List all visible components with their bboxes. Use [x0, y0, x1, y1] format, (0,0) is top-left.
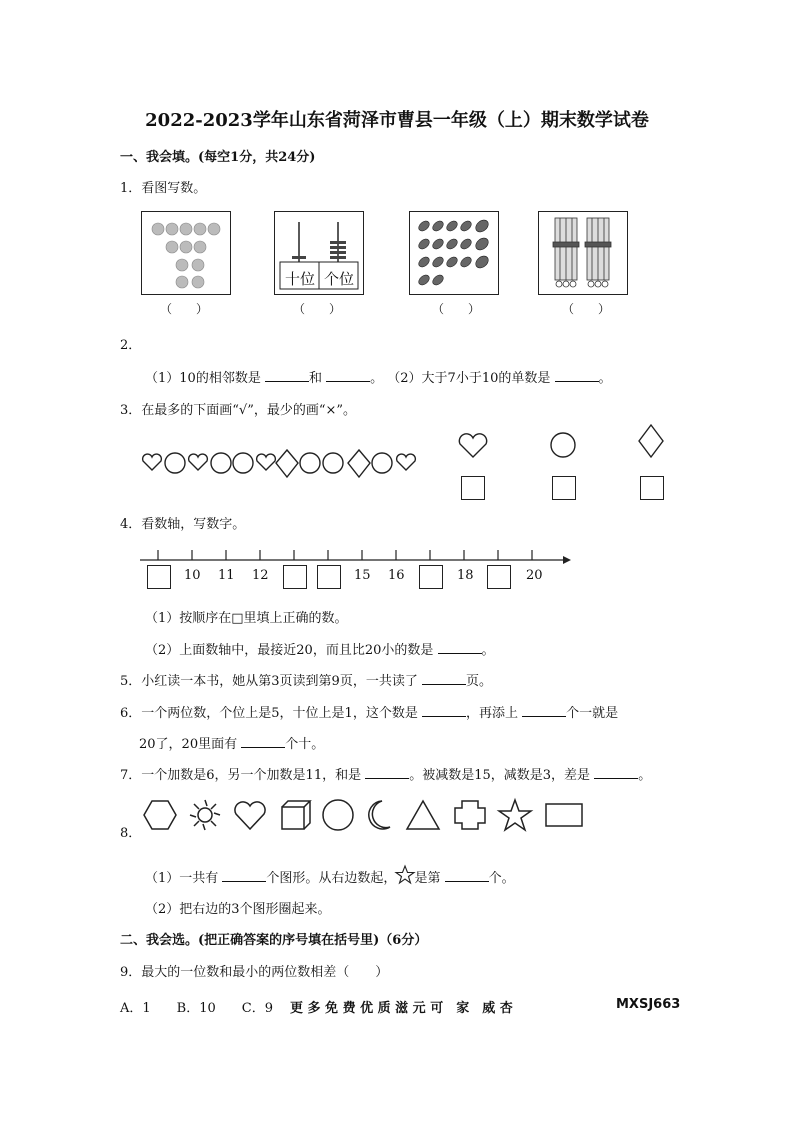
q4-blank[interactable] — [438, 642, 482, 654]
circle-icon — [323, 453, 343, 473]
footer-code: MXSJ663 — [616, 997, 681, 1012]
cube-icon — [282, 801, 310, 829]
q5-blank[interactable] — [422, 673, 466, 685]
q5-end: 页。 — [465, 674, 492, 689]
q7-blank-1[interactable] — [365, 767, 409, 779]
star-icon — [396, 866, 414, 884]
q6-blank-2[interactable] — [522, 705, 566, 717]
picture-leaves-dark — [409, 211, 499, 295]
q9-options: A．1 B．10 C．9 — [120, 1001, 273, 1016]
circle-icon — [550, 432, 578, 460]
q8-sub1-text-b: 个图形。从右边数起， — [266, 871, 397, 886]
number-line — [140, 550, 575, 564]
q4-sub2-end: 。 — [481, 643, 495, 658]
circle-icon — [300, 453, 320, 473]
tick-label-18: 18 — [457, 568, 474, 583]
q2-period-2: 。 — [598, 371, 612, 386]
heart-icon — [143, 454, 162, 470]
numberline-box-19[interactable] — [487, 565, 511, 589]
q8-number: 8． — [120, 826, 142, 841]
q6-line-2 — [139, 733, 324, 752]
q5-line — [120, 670, 492, 689]
tick-label-11: 11 — [218, 568, 235, 583]
heart-icon — [257, 454, 276, 470]
q6-blank-3[interactable] — [241, 736, 285, 748]
q7-text-c: 。 — [638, 768, 652, 783]
stick-bundle-icon — [539, 212, 627, 294]
circle-icon — [323, 800, 353, 830]
triangle-icon — [407, 801, 439, 829]
q8-sub1-text-a: （1）一共有 — [145, 871, 219, 886]
ones-place-label: 个位 — [324, 270, 355, 288]
q2-number: 2． — [120, 338, 142, 353]
sun-icon — [190, 800, 220, 830]
q6-line-1 — [120, 702, 618, 721]
q6-text-d: 20了，20里面有 — [139, 737, 238, 752]
q8-sub1 — [145, 866, 515, 886]
numberline-box-9[interactable] — [147, 565, 171, 589]
circle-icon — [233, 453, 253, 473]
tick-label-12: 12 — [252, 568, 269, 583]
circle-icon — [165, 453, 185, 473]
q1-answer-paren-1[interactable]: （ ） — [160, 302, 209, 316]
grape-leaf-icon — [142, 212, 230, 294]
q9-text: 9．最大的一位数和最小的两位数相差（ ） — [120, 965, 389, 980]
tick-label-15: 15 — [354, 568, 371, 583]
shape-sequence — [140, 450, 425, 480]
q6-text-b: ，再添上 — [465, 706, 518, 721]
q4-sub2 — [145, 639, 495, 658]
heart-icon — [235, 802, 265, 829]
cross-icon — [455, 801, 485, 829]
leaf-icon — [410, 212, 498, 294]
tick-label-16: 16 — [388, 568, 405, 583]
q1-answer-paren-3[interactable]: （ ） — [432, 302, 481, 316]
hexagon-icon — [144, 801, 176, 829]
q3-text: 3．在最多的下面画“√”，最少的画“×”。 — [120, 403, 357, 418]
rectangle-icon — [546, 804, 582, 826]
diamond-icon — [276, 450, 298, 477]
section-1-heading: 一、我会填。(每空1分，共24分) — [120, 150, 316, 165]
numberline-box-17[interactable] — [419, 565, 443, 589]
answer-box-heart[interactable] — [461, 476, 485, 500]
q7-text-b: 。被减数是15，减数是3，差是 — [409, 768, 591, 783]
q2-line — [145, 367, 612, 386]
q2-blank-3[interactable] — [555, 370, 599, 382]
shape-row — [140, 797, 590, 837]
section-2-heading: 二、我会选。(把正确答案的序号填在括号里)（6分） — [120, 933, 428, 948]
q2-blank-2[interactable] — [326, 370, 370, 382]
q4-text: 4．看数轴，写数字。 — [120, 517, 246, 532]
numberline-box-14[interactable] — [317, 565, 341, 589]
heart-icon — [397, 454, 416, 470]
picture-abacus — [274, 211, 364, 295]
promo-text: 更 多 免 费 优 质 滋 元 可 家 威 杏 — [290, 1001, 513, 1016]
q2-part1-text: （1）10的相邻数是 — [145, 371, 261, 386]
tens-place-label: 十位 — [285, 270, 316, 288]
q6-text-a: 6．一个两位数，个位上是5，十位上是1，这个数是 — [120, 706, 418, 721]
q2-blank-1[interactable] — [265, 370, 309, 382]
diamond-icon — [348, 450, 370, 477]
q1-answer-paren-4[interactable]: （ ） — [562, 302, 611, 316]
q1-text: 1．看图写数。 — [120, 181, 207, 196]
answer-box-circle[interactable] — [552, 476, 576, 500]
q7-line — [120, 764, 651, 783]
tick-label-10: 10 — [184, 568, 201, 583]
diamond-icon — [638, 424, 666, 458]
q8-sub1-text-d: 个。 — [488, 871, 515, 886]
q8-blank-2[interactable] — [445, 870, 489, 882]
q5-text: 5．小红读一本书，她从第3页读到第9页，一共读了 — [120, 674, 418, 689]
q2-and: 和 — [308, 371, 322, 386]
circle-icon — [211, 453, 231, 473]
picture-leaves-grey — [141, 211, 231, 295]
q8-sub2: （2）把右边的3个图形圈起来。 — [145, 902, 331, 917]
q1-answer-paren-2[interactable]: （ ） — [293, 302, 342, 316]
numberline-box-13[interactable] — [283, 565, 307, 589]
q6-text-e: 个十。 — [285, 737, 325, 752]
q2-period: 。 — [370, 371, 384, 386]
star-icon — [499, 800, 531, 830]
answer-box-diamond[interactable] — [640, 476, 664, 500]
picture-stick-bundles — [538, 211, 628, 295]
tick-label-20: 20 — [526, 568, 543, 583]
q7-text-a: 7．一个加数是6，另一个加数是11，和是 — [120, 768, 362, 783]
page-title: 2022-2023学年山东省菏泽市曹县一年级（上）期末数学试卷 — [145, 110, 649, 131]
q8-sub1-text-c: 是第 — [414, 871, 441, 886]
q8-blank-1[interactable] — [222, 870, 266, 882]
q2-part2-text: （2）大于7小于10的单数是 — [387, 371, 551, 386]
q7-blank-2[interactable] — [594, 767, 638, 779]
q6-text-c: 个一就是 — [566, 706, 619, 721]
arrow-right-icon — [563, 556, 571, 564]
heart-icon — [458, 433, 488, 459]
q6-blank-1[interactable] — [422, 705, 466, 717]
heart-icon — [189, 454, 208, 470]
circle-icon — [372, 453, 392, 473]
q4-sub2-text: （2）上面数轴中，最接近20，而且比20小的数是 — [145, 643, 434, 658]
q4-sub1: （1）按顺序在□里填上正确的数。 — [145, 611, 348, 626]
crescent-moon-icon — [369, 801, 390, 829]
